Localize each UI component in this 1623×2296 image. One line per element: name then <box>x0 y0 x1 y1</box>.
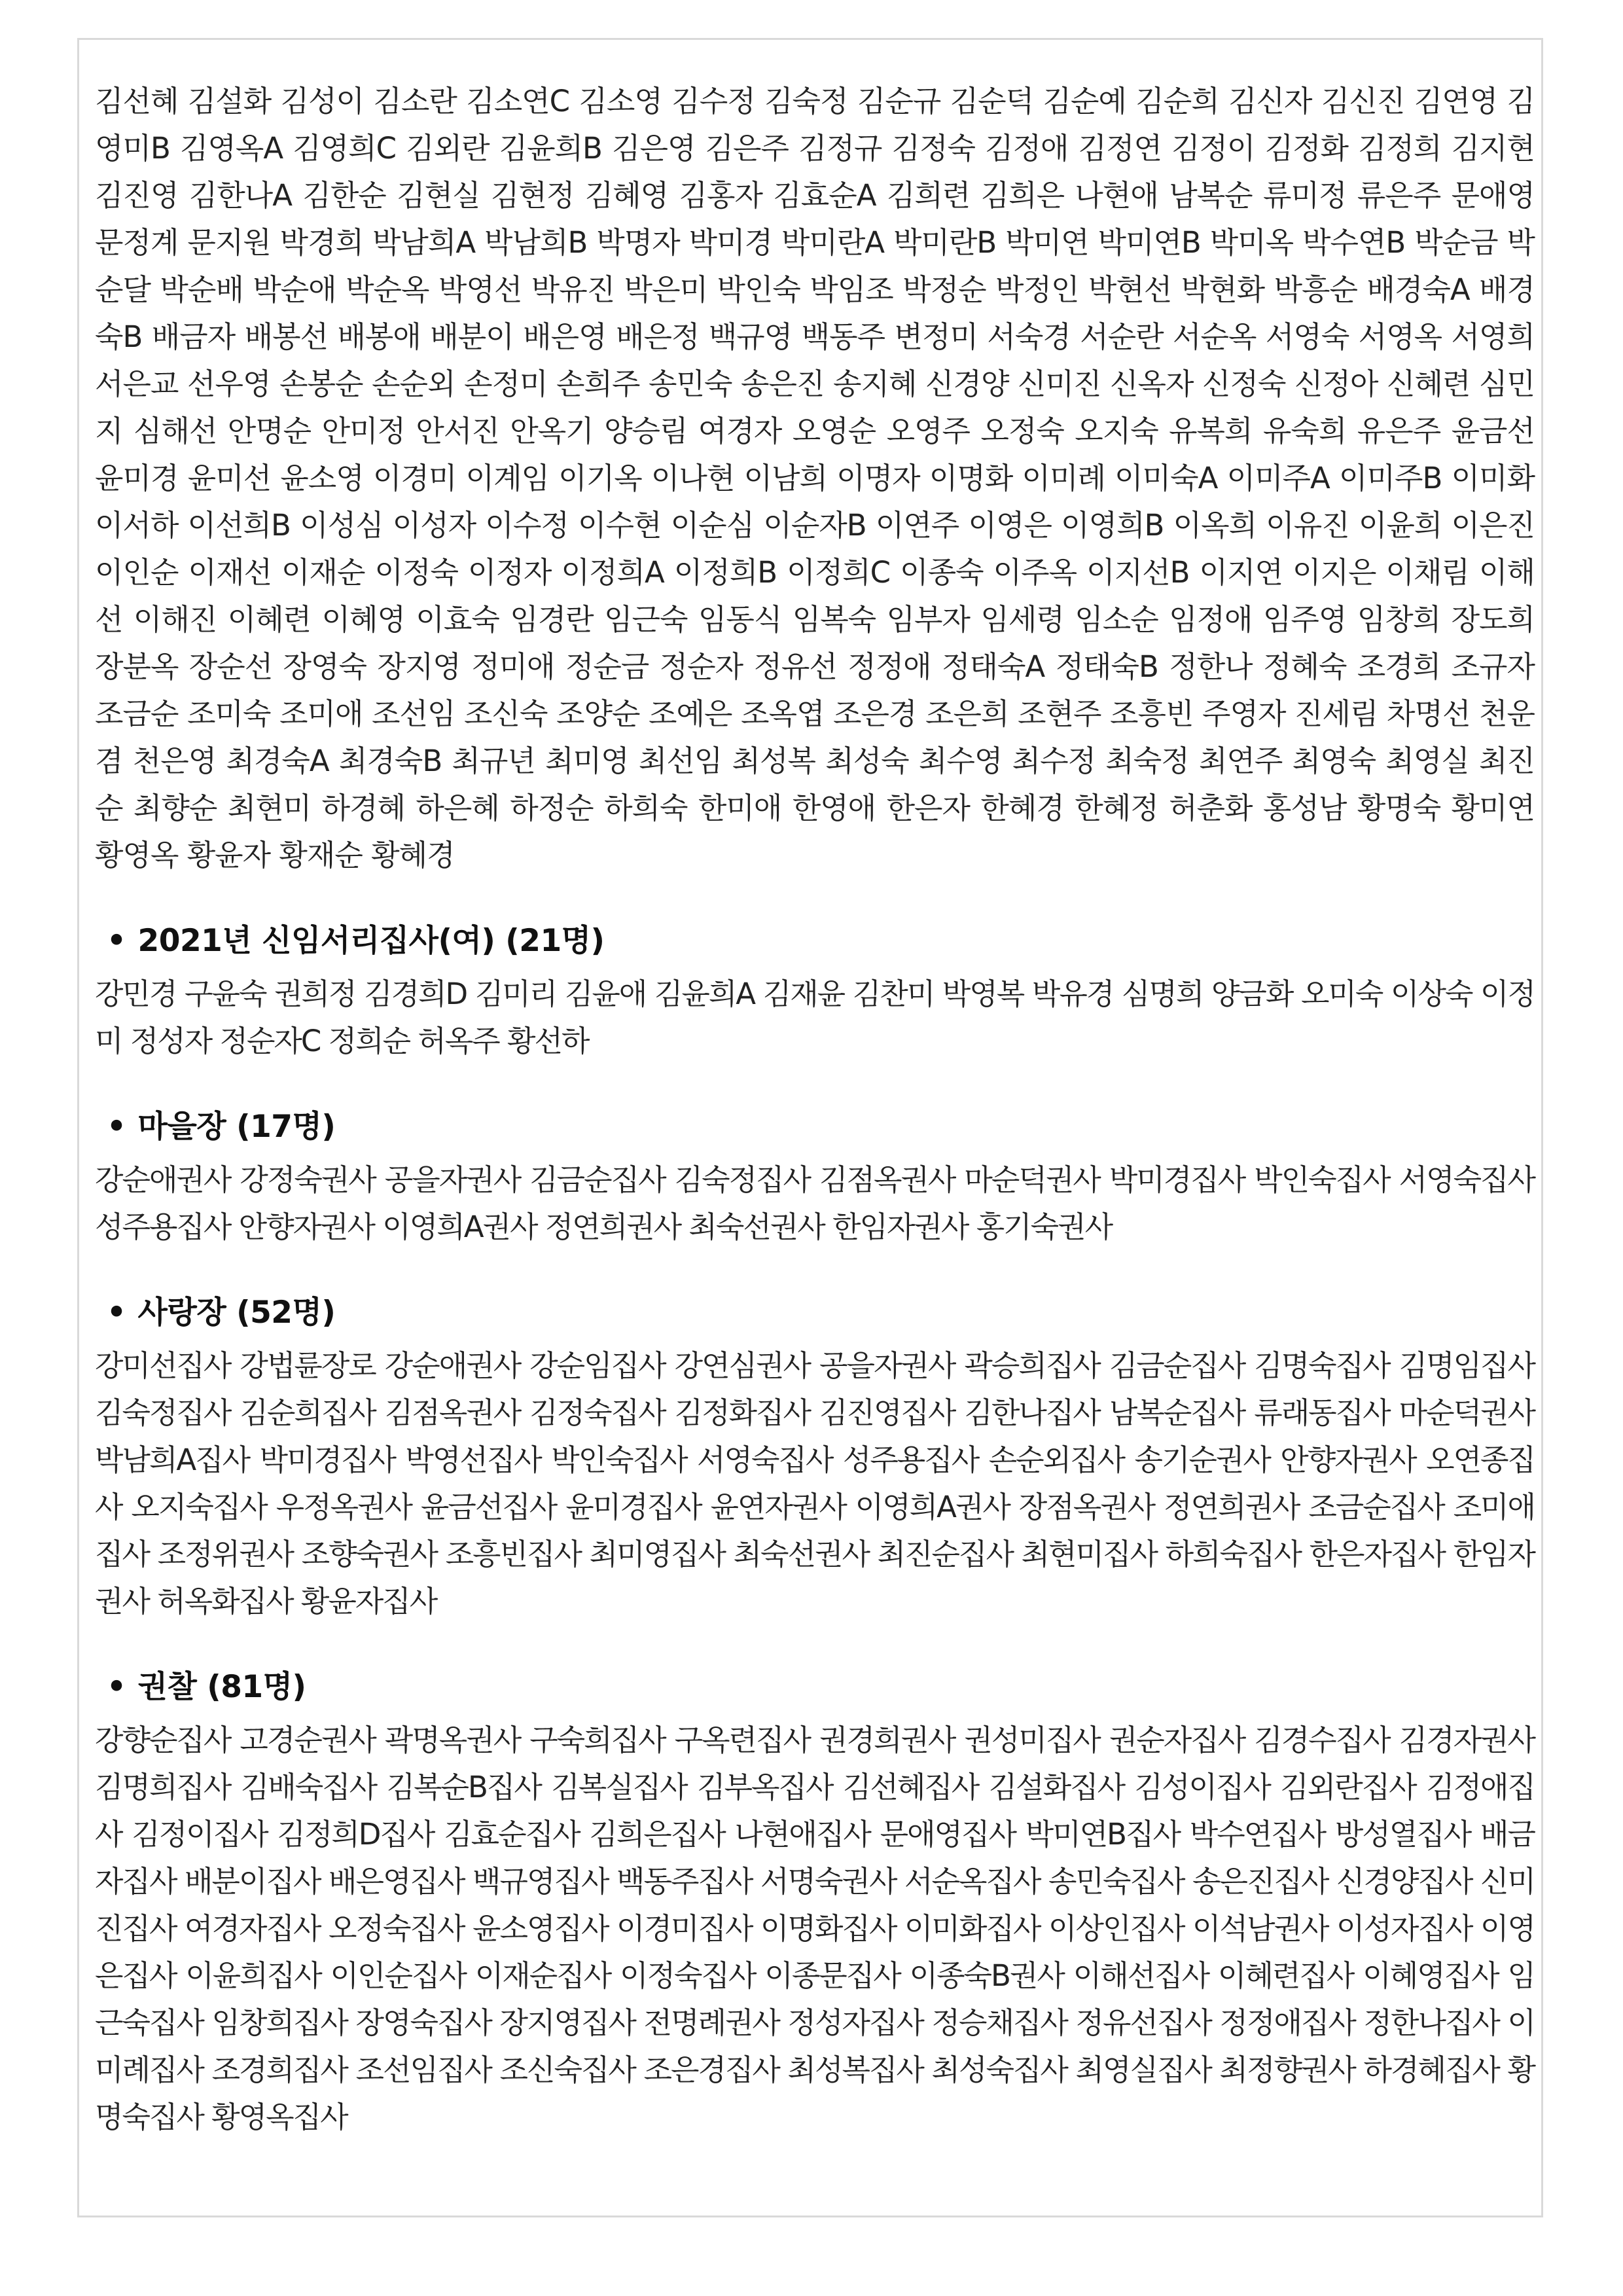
section-title: 2021년 신임서리집사(여) (21명) <box>137 923 605 959</box>
section-heading <box>107 917 1535 965</box>
section-new-deaconesses <box>95 917 1535 1065</box>
section-names: 강미선집사 강법륜장로 강순애권사 강순임집사 강연심권사 공을자권사 곽승희집사 김금순집사 김명숙집사 김명임집사 김숙정집사 김순희집사 김점옥권사 김정숙집사 김정화집사 김진영집사 김한나집사 남복순집사 류래동집사 마순덕권사 박남희A집사 박미경집사 박영선집사 박인숙집사 서영숙집사 성주용집사 손순외집사 송기순권사 안향자권사 오연종집사 오지숙집사 우정옥권사 윤금선집사 윤미경집사 윤연자권사 이영희A권사 장점옥권사 정연희권사 조금순집사 조미애집사 조정위권사 조향숙권사 조흥빈집사 최미영집사 최숙선권사 최진순집사 최현미집사 하희숙집사 한은자집사 한임자권사 허옥화집사 황윤자집사 <box>95 1348 1535 1619</box>
section-heading <box>107 1663 1535 1712</box>
bullet-icon: • <box>107 923 126 959</box>
section-names: 강향순집사 고경순권사 곽명옥권사 구숙희집사 구옥련집사 권경희권사 권성미집사 권순자집사 김경수집사 김경자권사 김명희집사 김배숙집사 김복순B집사 김복실집사 김부옥집사 김선혜집사 김설화집사 김성이집사 김외란집사 김정애집사 김정이집사 김정희D집사 김효순집사 김희은집사 나현애집사 문애영집사 박미연B집사 박수연집사 방성열집사 배금자집사 배분이집사 배은영집사 백규영집사 백동주집사 서명숙권사 서순옥집사 송민숙집사 송은진집사 신경양집사 신미진집사 여경자집사 오정숙집사 윤소영집사 이경미집사 이명화집사 이미화집사 이상인집사 이석남권사 이성자집사 이영은집사 이윤희집사 이인순집사 이재순집사 이정숙집사 이종문집사 이종숙B권사 이해선집사 이혜련집사 이혜영집사 임근숙집사 임창희집사 장영숙집사 장지영집사 전명례권사 정성자집사 정승채집사 정유선집사 정정애집사 정한나집사 이미례집사 조경희집사 조선임집사 조신숙집사 조은경집사 최성복집사 최성숙집사 최영실집사 최정향권사 하경혜집사 황명숙집사 황영옥집사 <box>95 1723 1535 2134</box>
section-heading <box>107 1103 1535 1151</box>
section-love-leaders <box>95 1289 1535 1625</box>
section-names: 강순애권사 강정숙권사 공을자권사 김금순집사 김숙정집사 김점옥권사 마순덕권사 박미경집사 박인숙집사 서영숙집사 성주용집사 안향자권사 이영희A권사 정연희권사 최숙선권사 한임자권사 홍기숙권사 <box>95 1162 1535 1244</box>
bullet-icon: • <box>107 1295 126 1331</box>
section-names: 강민경 구윤숙 권희정 김경희D 김미리 김윤애 김윤희A 김재윤 김찬미 박영복 박유경 심명희 양금화 오미숙 이상숙 이정미 정성자 정순자C 정희순 허옥주 황선하 <box>95 977 1535 1058</box>
section-title: 사랑장 (52명) <box>137 1295 336 1331</box>
bullet-icon: • <box>107 1669 126 1705</box>
member-names-list: 김선혜 김설화 김성이 김소란 김소연C 김소영 김수정 김숙정 김순규 김순덕 김순예 김순희 김신자 김신진 김연영 김영미B 김영옥A 김영희C 김외란 김윤희B 김은영 김은주 김정규 김정숙 김정애 김정연 김정이 김정화 김정희 김지현 김진영 김한나A 김한순 김현실 김현정 김혜영 김홍자 김효순A 김희련 김희은 나현애 남복순 류미정 류은주 문애영 문정계 문지원 박경희 박남희A 박남희B 박명자 박미경 박미란A 박미란B 박미연 박미연B 박미옥 박수연B 박순금 박순달 박순배 박순애 박순옥 박영선 박유진 박은미 박인숙 박임조 박정순 박정인 박현선 박현화 박흥순 배경숙A 배경숙B 배금자 배봉선 배봉애 배분이 배은영 배은정 백규영 백동주 변정미 서숙경 서순란 서순옥 서영숙 서영옥 서영희 서은교 선우영 손봉순 손순외 손정미 손희주 송민숙 송은진 송지혜 신경양 신미진 신옥자 신정숙 신정아 신혜련 심민지 심해선 안명순 안미정 안서진 안옥기 양승림 여경자 오영순 오영주 오정숙 오지숙 유복희 유숙희 유은주 윤금선 윤미경 윤미선 윤소영 이경미 이계임 이기옥 이나현 이남희 이명자 이명화 이미례 이미숙A 이미주A 이미주B 이미화 이서하 이선희B 이성심 이성자 이수정 이수현 이순심 이순자B 이연주 이영은 이영희B 이옥희 이유진 이윤희 이은진 이인순 이재선 이재순 이정숙 이정자 이정희A 이정희B 이정희C 이종숙 이주옥 이지선B 이지연 이지은 이채림 이해선 이해진 이혜련 이혜영 이효숙 임경란 임근숙 임동식 임복숙 임부자 임세령 임소순 임정애 임주영 임창희 장도희 장분옥 장순선 장영숙 장지영 정미애 정순금 정순자 정유선 정정애 정태숙A 정태숙B 정한나 정혜숙 조경희 조규자 조금순 조미숙 조미애 조선임 조신숙 조양순 조예은 조옥엽 조은경 조은희 조현주 조흥빈 주영자 진세림 차명선 천운겸 천은영 최경숙A 최경숙B 최규년 최미영 최선임 최성복 최성숙 최수영 최수정 최숙정 최연주 최영숙 최영실 최진순 최향순 최현미 하경혜 하은혜 하정순 하희숙 한미애 한영애 한은자 한혜경 한혜정 허춘화 홍성남 황명숙 황미연 황영옥 황윤자 황재순 황혜경 <box>95 84 1535 872</box>
section-gwonchal <box>95 1663 1535 2141</box>
section-title: 권찰 (81명) <box>137 1669 306 1705</box>
section-title: 마을장 (17명) <box>137 1109 336 1145</box>
section-village-leaders <box>95 1103 1535 1251</box>
page-content <box>95 78 1535 2141</box>
page-frame <box>77 38 1543 2217</box>
section-heading <box>107 1289 1535 1337</box>
bullet-icon: • <box>107 1109 126 1145</box>
